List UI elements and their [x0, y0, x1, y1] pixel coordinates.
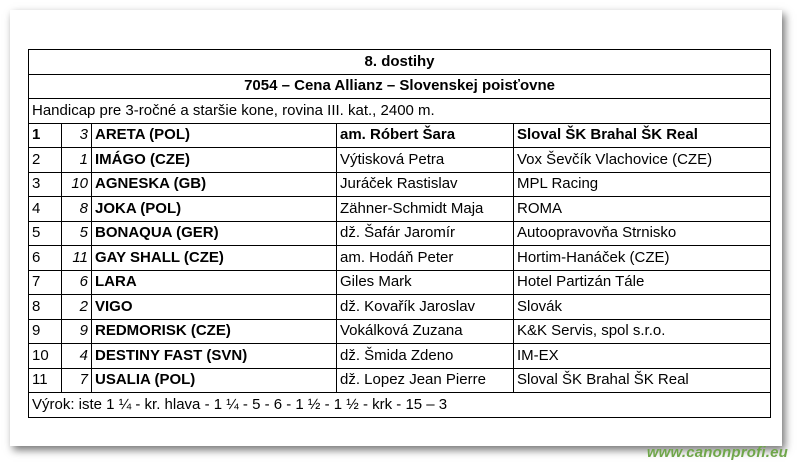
result-number: 8 [62, 197, 92, 222]
race-title: 7054 – Cena Allianz – Slovenskej poisťovne [29, 74, 771, 99]
result-horse: GAY SHALL (CZE) [92, 246, 337, 271]
result-horse: ARETA (POL) [92, 123, 337, 148]
result-number: 11 [62, 246, 92, 271]
result-place: 7 [29, 270, 62, 295]
result-owner: Autoopravovňa Strnisko [514, 221, 771, 246]
result-row [29, 197, 771, 222]
verdict-text: Výrok: iste 1 ¼ - kr. hlava - 1 ¼ - 5 - 6 - 1 ½ - 1 ½ - krk - 15 – 3 [29, 393, 771, 418]
result-number: 5 [62, 221, 92, 246]
result-owner: MPL Racing [514, 172, 771, 197]
result-jockey: Výtisková Petra [337, 148, 514, 173]
race-header: 8. dostihy [29, 50, 771, 75]
result-owner: Sloval ŠK Brahal ŠK Real [514, 123, 771, 148]
results-body [29, 50, 771, 418]
result-horse: AGNESKA (GB) [92, 172, 337, 197]
result-owner: Vox Ševčík Vlachovice (CZE) [514, 148, 771, 173]
result-horse: IMÁGO (CZE) [92, 148, 337, 173]
result-number: 7 [62, 368, 92, 393]
result-horse: BONAQUA (GER) [92, 221, 337, 246]
result-jockey: Juráček Rastislav [337, 172, 514, 197]
result-row [29, 270, 771, 295]
result-owner: IM-EX [514, 344, 771, 369]
result-owner: ROMA [514, 197, 771, 222]
result-jockey: dž. Lopez Jean Pierre [337, 368, 514, 393]
result-place: 5 [29, 221, 62, 246]
result-place: 6 [29, 246, 62, 271]
result-jockey: dž. Šafár Jaromír [337, 221, 514, 246]
result-place: 2 [29, 148, 62, 173]
result-jockey: am. Róbert Šara [337, 123, 514, 148]
result-number: 3 [62, 123, 92, 148]
result-number: 6 [62, 270, 92, 295]
result-row [29, 344, 771, 369]
race-info-row [29, 99, 771, 124]
result-place: 11 [29, 368, 62, 393]
result-place: 8 [29, 295, 62, 320]
result-horse: LARA [92, 270, 337, 295]
result-horse: DESTINY FAST (SVN) [92, 344, 337, 369]
result-number: 1 [62, 148, 92, 173]
result-place: 9 [29, 319, 62, 344]
result-number: 4 [62, 344, 92, 369]
result-row [29, 221, 771, 246]
result-jockey: dž. Šmida Zdeno [337, 344, 514, 369]
result-place: 4 [29, 197, 62, 222]
result-row [29, 123, 771, 148]
result-owner: Slovák [514, 295, 771, 320]
result-horse: JOKA (POL) [92, 197, 337, 222]
race-header-row [29, 50, 771, 75]
race-results-table [28, 49, 771, 418]
result-owner: Hotel Partizán Tále [514, 270, 771, 295]
result-jockey: Zähner-Schmidt Maja [337, 197, 514, 222]
result-horse: REDMORISK (CZE) [92, 319, 337, 344]
result-number: 10 [62, 172, 92, 197]
result-jockey: Vokálková Zuzana [337, 319, 514, 344]
result-row [29, 368, 771, 393]
race-info: Handicap pre 3-ročné a staršie kone, rovina III. kat., 2400 m. [29, 99, 771, 124]
result-owner: K&K Servis, spol s.r.o. [514, 319, 771, 344]
race-title-row [29, 74, 771, 99]
watermark: www.canonprofi.eu [646, 444, 788, 461]
result-place: 10 [29, 344, 62, 369]
result-number: 2 [62, 295, 92, 320]
result-owner: Hortim-Hanáček (CZE) [514, 246, 771, 271]
result-place: 3 [29, 172, 62, 197]
result-horse: VIGO [92, 295, 337, 320]
result-row [29, 319, 771, 344]
result-horse: USALIA (POL) [92, 368, 337, 393]
result-row [29, 172, 771, 197]
result-row [29, 148, 771, 173]
result-place: 1 [29, 123, 62, 148]
result-jockey: Giles Mark [337, 270, 514, 295]
result-row [29, 295, 771, 320]
result-owner: Sloval ŠK Brahal ŠK Real [514, 368, 771, 393]
result-row [29, 246, 771, 271]
verdict-row [29, 393, 771, 418]
result-number: 9 [62, 319, 92, 344]
result-jockey: am. Hodáň Peter [337, 246, 514, 271]
result-jockey: dž. Kovařík Jaroslav [337, 295, 514, 320]
